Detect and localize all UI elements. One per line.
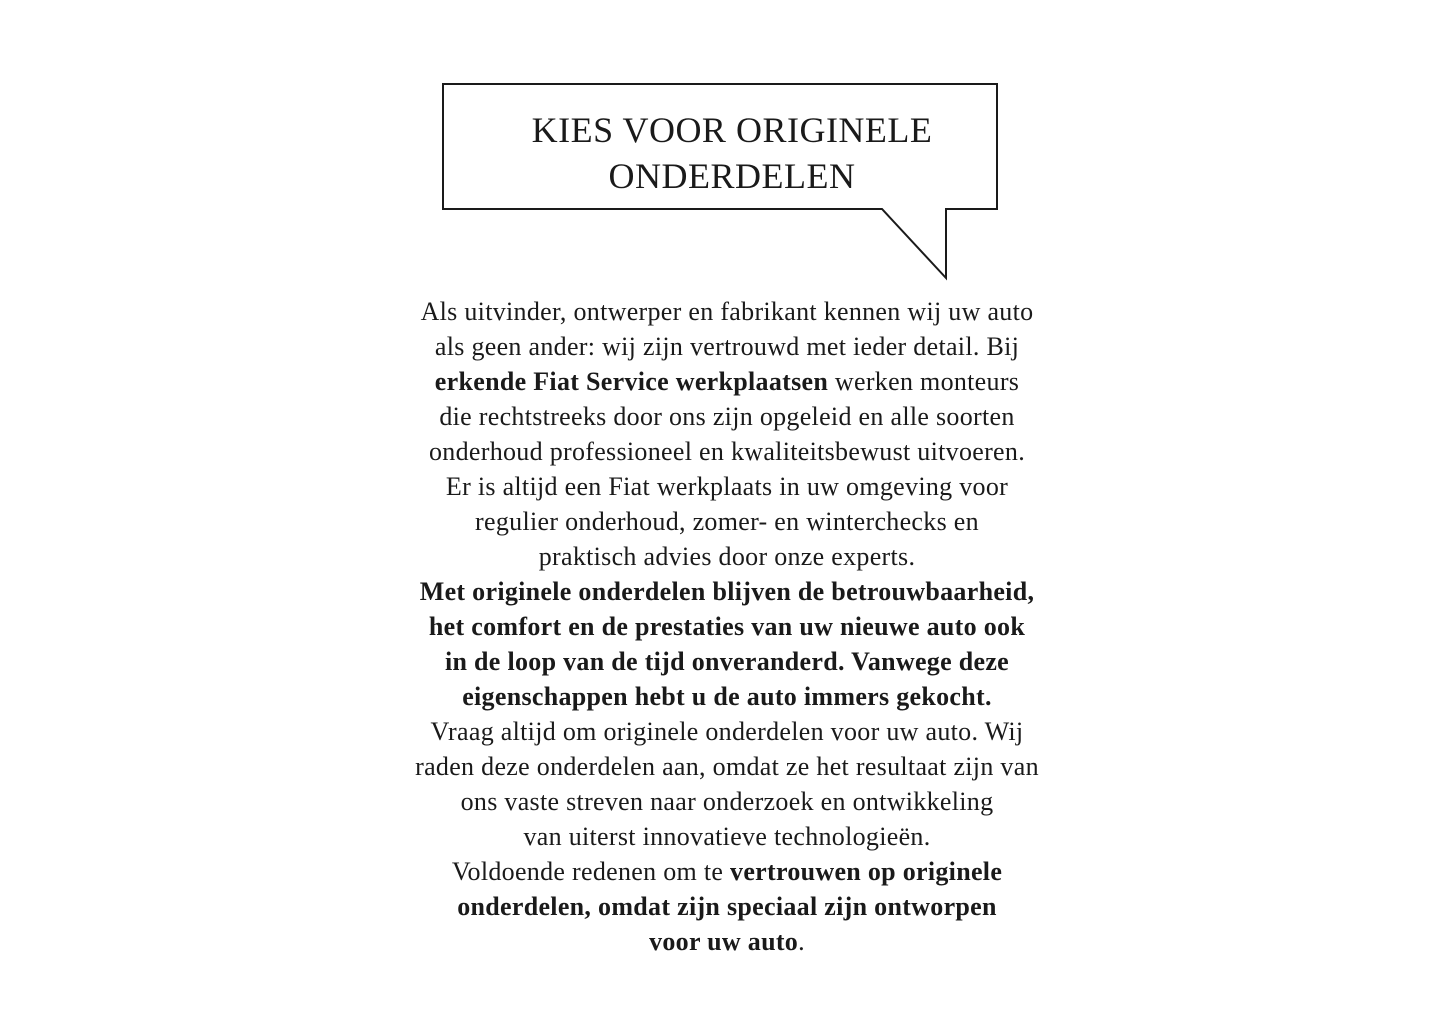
title-line-2: ONDERDELEN — [608, 156, 856, 196]
body-line-bold: Met originele onderdelen blijven de betrouwbaarheid, — [419, 577, 1035, 606]
body-line-bold: het comfort en de prestaties van uw nieuwe auto ook — [428, 612, 1026, 641]
bold-phrase: voor uw auto — [649, 927, 799, 956]
body-line-bold: onderdelen, omdat zijn speciaal zijn ontworpen — [457, 892, 997, 921]
body-phrase: Voldoende redenen om te — [451, 857, 731, 886]
body-line: Als uitvinder, ontwerper en fabrikant kennen wij uw auto — [420, 297, 1034, 326]
body-line — [327, 854, 1127, 889]
body-line — [327, 924, 1127, 959]
body-line: onderhoud professioneel en kwaliteitsbewust uitvoeren. — [429, 437, 1025, 466]
body-phrase: . — [798, 927, 805, 956]
body-line-bold: eigenschappen hebt u de auto immers gekocht. — [462, 682, 992, 711]
body-phrase: werken monteurs — [828, 367, 1020, 396]
body-line: regulier onderhoud, zomer- en winterchecks en — [475, 507, 979, 536]
body-line: van uiterst innovatieve technologieën. — [523, 822, 931, 851]
body-line-bold: in de loop van de tijd onveranderd. Vanwege deze — [444, 647, 1010, 676]
body-line: Vraag altijd om originele onderdelen voor uw auto. Wij — [430, 717, 1024, 746]
body-line: raden deze onderdelen aan, omdat ze het resultaat zijn van — [415, 752, 1039, 781]
bold-phrase: erkende Fiat Service werkplaatsen — [434, 367, 829, 396]
page-title — [444, 107, 1020, 199]
body-line: ons vaste streven naar onderzoek en ontwikkeling — [460, 787, 994, 816]
body-line: die rechtstreeks door ons zijn opgeleid en alle soorten — [439, 402, 1015, 431]
body-line — [327, 364, 1127, 399]
body-line: praktisch advies door onze experts. — [538, 542, 916, 571]
bold-phrase: vertrouwen op originele — [730, 857, 1003, 886]
body-line: Er is altijd een Fiat werkplaats in uw omgeving voor — [445, 472, 1009, 501]
body-text — [327, 294, 1127, 959]
title-line-1: KIES VOOR ORIGINELE — [531, 110, 933, 150]
body-line: als geen ander: wij zijn vertrouwd met ieder detail. Bij — [434, 332, 1020, 361]
